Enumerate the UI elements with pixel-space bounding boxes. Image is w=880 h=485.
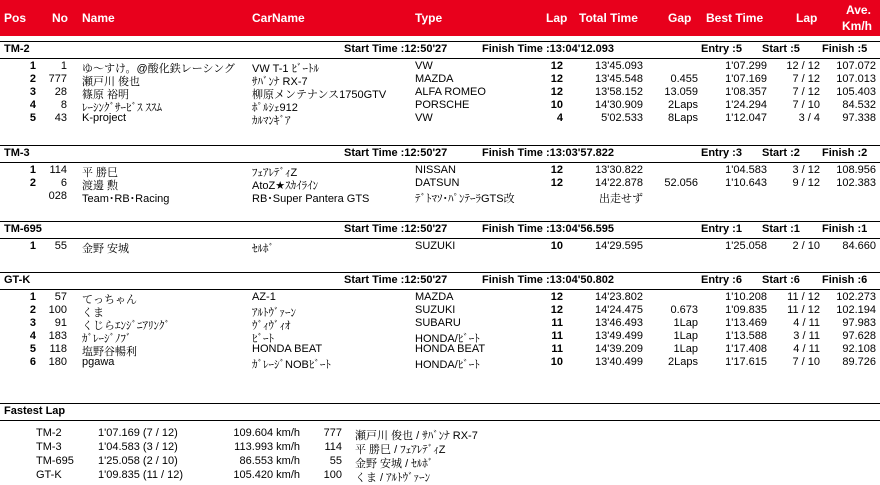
cell-pos: 6 bbox=[29, 356, 36, 368]
table-row bbox=[0, 330, 880, 343]
cell-pos: 5 bbox=[29, 112, 36, 124]
cell-car: AtoZ★ｽｶｲﾗｲﾝ bbox=[252, 180, 319, 192]
cell-lap: 12 bbox=[550, 291, 563, 303]
cell-type: VW bbox=[415, 60, 433, 72]
cell-best: 1'13.588 bbox=[725, 330, 767, 342]
cell-pos: 3 bbox=[29, 86, 36, 98]
fastest-no: 55 bbox=[329, 455, 342, 467]
cell-name: pgawa bbox=[82, 356, 115, 368]
cell-car: ｱﾙﾄｳﾞｧｰﾝ bbox=[252, 307, 296, 319]
cell-best: 1'09.835 bbox=[725, 304, 767, 316]
start-count: Start :5 bbox=[762, 43, 800, 55]
cell-no: 183 bbox=[48, 330, 67, 342]
class-name: TM-3 bbox=[4, 147, 30, 159]
cell-pos: 1 bbox=[29, 240, 36, 252]
section-top-rule bbox=[0, 41, 880, 42]
cell-best: 1'17.408 bbox=[725, 343, 767, 355]
cell-ave: 84.660 bbox=[842, 240, 876, 252]
cell-total: 14'30.909 bbox=[595, 99, 643, 111]
cell-pos: 1 bbox=[29, 164, 36, 176]
cell-total: 14'22.878 bbox=[595, 177, 643, 189]
section-bottom-rule bbox=[0, 162, 880, 163]
entry-count: Entry :6 bbox=[701, 274, 742, 286]
cell-blap: 2 / 10 bbox=[792, 240, 820, 252]
cell-no: 8 bbox=[60, 99, 67, 111]
cell-gap: 1Lap bbox=[673, 317, 698, 329]
cell-name: ﾚｰｼﾝｸﾞｻｰﾋﾞｽ ｽｽﾑ bbox=[82, 102, 163, 114]
class-section-gt-k bbox=[0, 272, 880, 290]
cell-gap: 0.673 bbox=[670, 304, 698, 316]
col-type: Type bbox=[415, 11, 443, 25]
fastest-lap-row bbox=[0, 469, 880, 483]
col-pos: Pos bbox=[4, 11, 27, 25]
section-bottom-rule bbox=[0, 420, 880, 421]
fastest-time: 1'04.583 (3 / 12) bbox=[98, 441, 178, 453]
table-row bbox=[0, 86, 880, 99]
cell-car: ｾﾙﾎﾞ bbox=[252, 243, 274, 255]
table-row bbox=[0, 291, 880, 304]
fastest-lap-row bbox=[0, 441, 880, 455]
fastest-who: くま / ｱﾙﾄｳﾞｧｰﾝ bbox=[355, 472, 431, 484]
start-time: Start Time :12:50'27 bbox=[344, 147, 448, 159]
cell-car: 柳原メンテナンス1750GTV bbox=[252, 89, 387, 101]
fastest-no: 114 bbox=[324, 441, 342, 453]
cell-ave: 102.383 bbox=[836, 177, 876, 189]
cell-lap: 11 bbox=[551, 330, 563, 342]
cell-ave: 97.628 bbox=[842, 330, 876, 342]
cell-gap: 1Lap bbox=[673, 343, 698, 355]
cell-blap: 3 / 12 bbox=[792, 164, 820, 176]
class-name: TM-2 bbox=[4, 43, 30, 55]
cell-lap: 12 bbox=[550, 304, 563, 316]
cell-blap: 9 / 12 bbox=[792, 177, 820, 189]
col-no: No bbox=[52, 11, 68, 25]
cell-ave: 105.403 bbox=[836, 86, 876, 98]
table-row bbox=[0, 164, 880, 177]
finish-count: Finish :2 bbox=[822, 147, 868, 159]
cell-name: くま bbox=[82, 307, 104, 319]
cell-name: 金野 安城 bbox=[82, 243, 130, 255]
table-row bbox=[0, 73, 880, 86]
fastest-speed: 113.993 km/h bbox=[234, 441, 300, 453]
table-row bbox=[0, 99, 880, 112]
section-bottom-rule bbox=[0, 289, 880, 290]
cell-car: ﾌｪｱﾚﾃﾞｨZ bbox=[252, 167, 298, 179]
cell-lap: 11 bbox=[551, 343, 563, 355]
col-lap: Lap bbox=[546, 11, 568, 25]
cell-lap: 12 bbox=[550, 164, 563, 176]
entry-count: Entry :1 bbox=[701, 223, 742, 235]
cell-name: 平 勝巳 bbox=[82, 167, 119, 179]
cell-best: 1'17.615 bbox=[725, 356, 767, 368]
class-section-tm-3 bbox=[0, 145, 880, 163]
cell-no: 1 bbox=[60, 60, 67, 72]
cell-type: HONDA/ﾋﾞｰﾄ bbox=[415, 333, 480, 345]
start-count: Start :6 bbox=[762, 274, 800, 286]
fastest-time: 1'07.169 (7 / 12) bbox=[98, 427, 178, 439]
cell-blap: 4 / 11 bbox=[793, 343, 820, 355]
cell-blap: 7 / 12 bbox=[792, 86, 820, 98]
fastest-lap-row bbox=[0, 427, 880, 441]
cell-pos: 4 bbox=[29, 99, 36, 111]
cell-best: 1'13.469 bbox=[725, 317, 767, 329]
cell-total: 14'24.475 bbox=[595, 304, 643, 316]
cell-total: 13'30.822 bbox=[595, 164, 643, 176]
fastest-class: TM-2 bbox=[36, 427, 62, 439]
cell-no: 91 bbox=[54, 317, 67, 329]
cell-type: ALFA ROMEO bbox=[415, 86, 486, 98]
col-ave: Ave. bbox=[846, 3, 871, 17]
cell-blap: 3 / 4 bbox=[798, 112, 820, 124]
cell-best: 1'10.643 bbox=[725, 177, 767, 189]
cell-type: PORSCHE bbox=[415, 99, 470, 111]
results-header bbox=[0, 0, 880, 36]
cell-best: 1'10.208 bbox=[725, 291, 767, 303]
fastest-lap-title: Fastest Lap bbox=[4, 405, 66, 417]
col-name: Name bbox=[82, 11, 115, 25]
cell-blap: 12 / 12 bbox=[786, 60, 820, 72]
fastest-class: GT-K bbox=[36, 469, 62, 481]
cell-gap: 1Lap bbox=[673, 330, 698, 342]
cell-type: SUZUKI bbox=[415, 240, 456, 252]
finish-time: Finish Time :13:04'50.802 bbox=[482, 274, 615, 286]
cell-name: てっちゃん bbox=[82, 294, 137, 306]
section-top-rule bbox=[0, 403, 880, 404]
cell-no: 100 bbox=[48, 304, 67, 316]
cell-car: HONDA BEAT bbox=[252, 343, 323, 355]
cell-pos: 1 bbox=[29, 291, 36, 303]
cell-lap: 12 bbox=[550, 73, 563, 85]
table-row bbox=[0, 112, 880, 125]
finish-time: Finish Time :13:03'57.822 bbox=[482, 147, 615, 159]
cell-car: ｶﾞﾚｰｼﾞNOBﾋﾞｰﾄ bbox=[252, 359, 331, 371]
cell-gap: 52.056 bbox=[664, 177, 698, 189]
finish-count: Finish :6 bbox=[822, 274, 868, 286]
cell-ave: 108.956 bbox=[836, 164, 876, 176]
cell-lap: 12 bbox=[550, 60, 563, 72]
start-time: Start Time :12:50'27 bbox=[344, 223, 448, 235]
cell-type: NISSAN bbox=[415, 164, 456, 176]
finish-time: Finish Time :13:04'12.093 bbox=[482, 43, 615, 55]
cell-no: 114 bbox=[49, 164, 67, 176]
cell-name: 渡邊 勲 bbox=[82, 180, 119, 192]
cell-no: 57 bbox=[54, 291, 67, 303]
cell-blap: 7 / 12 bbox=[792, 73, 820, 85]
section-top-rule bbox=[0, 221, 880, 222]
col-ave-unit: Km/h bbox=[842, 19, 872, 33]
cell-car: ｶﾙﾏﾝｷﾞｱ bbox=[252, 115, 291, 127]
cell-name: ｶﾞﾚｰｼﾞﾉﾌﾞ bbox=[82, 333, 132, 345]
class-name: TM-695 bbox=[4, 223, 42, 235]
cell-ave: 84.532 bbox=[842, 99, 876, 111]
cell-type: VW bbox=[415, 112, 433, 124]
cell-name: くじらｴﾝｼﾞﾆｱﾘﾝｸﾞ bbox=[82, 320, 170, 332]
cell-car: RB･Super Pantera GTS bbox=[252, 193, 370, 205]
entry-count: Entry :3 bbox=[701, 147, 742, 159]
table-row bbox=[0, 240, 880, 253]
cell-no: 118 bbox=[49, 343, 67, 355]
cell-total: 13'40.499 bbox=[595, 356, 643, 368]
cell-best: 1'08.357 bbox=[725, 86, 767, 98]
fastest-class: TM-3 bbox=[36, 441, 62, 453]
cell-name: Team･RB･Racing bbox=[82, 193, 170, 205]
cell-ave: 102.194 bbox=[836, 304, 876, 316]
cell-ave: 92.108 bbox=[842, 343, 876, 355]
start-time: Start Time :12:50'27 bbox=[344, 274, 448, 286]
cell-pos: 1 bbox=[29, 60, 36, 72]
fastest-lap-section bbox=[0, 403, 880, 421]
fastest-lap-row bbox=[0, 455, 880, 469]
fastest-speed: 105.420 km/h bbox=[233, 469, 300, 481]
cell-no: 777 bbox=[48, 73, 67, 85]
cell-car: VW T-1 ﾋﾞｰﾄﾙ bbox=[252, 63, 320, 75]
fastest-no: 100 bbox=[323, 469, 342, 481]
cell-total: 13'46.493 bbox=[595, 317, 643, 329]
finish-count: Finish :5 bbox=[822, 43, 868, 55]
cell-name: K-project bbox=[82, 112, 127, 124]
cell-total: 出走せず bbox=[599, 193, 643, 205]
section-bottom-rule bbox=[0, 238, 880, 239]
cell-car: ｻﾊﾞﾝﾅ RX-7 bbox=[252, 76, 308, 88]
cell-lap: 10 bbox=[550, 356, 563, 368]
cell-best: 1'12.047 bbox=[725, 112, 767, 124]
cell-no: 028 bbox=[48, 190, 67, 202]
cell-total: 14'29.595 bbox=[595, 240, 643, 252]
cell-best: 1'25.058 bbox=[725, 240, 767, 252]
cell-name: ゆ～すけ。@酸化鉄レーシング bbox=[82, 63, 236, 75]
class-section-tm-695 bbox=[0, 221, 880, 239]
finish-count: Finish :1 bbox=[822, 223, 868, 235]
fastest-speed: 86.553 km/h bbox=[239, 455, 300, 467]
cell-type: HONDA BEAT bbox=[415, 343, 486, 355]
cell-total: 13'49.499 bbox=[595, 330, 643, 342]
start-time: Start Time :12:50'27 bbox=[344, 43, 448, 55]
cell-lap: 10 bbox=[550, 240, 563, 252]
cell-gap: 2Laps bbox=[668, 356, 698, 368]
cell-blap: 11 / 12 bbox=[787, 304, 820, 316]
cell-ave: 107.072 bbox=[836, 60, 876, 72]
cell-best: 1'07.299 bbox=[725, 60, 767, 72]
cell-ave: 97.338 bbox=[842, 112, 876, 124]
cell-lap: 4 bbox=[556, 112, 563, 124]
section-top-rule bbox=[0, 145, 880, 146]
finish-time: Finish Time :13:04'56.595 bbox=[482, 223, 615, 235]
start-count: Start :1 bbox=[762, 223, 800, 235]
fastest-no: 777 bbox=[323, 427, 342, 439]
cell-total: 14'39.209 bbox=[595, 343, 643, 355]
col-bestlap: Lap bbox=[796, 11, 818, 25]
cell-car: ﾎﾟﾙｼｪ912 bbox=[252, 102, 298, 114]
cell-no: 6 bbox=[60, 177, 67, 189]
fastest-class: TM-695 bbox=[36, 455, 74, 467]
cell-gap: 8Laps bbox=[668, 112, 698, 124]
cell-blap: 11 / 12 bbox=[787, 291, 820, 303]
cell-ave: 102.273 bbox=[836, 291, 876, 303]
cell-name: 瀬戸川 俊也 bbox=[82, 76, 141, 88]
cell-total: 14'23.802 bbox=[595, 291, 643, 303]
table-row bbox=[0, 343, 880, 356]
cell-lap: 12 bbox=[550, 86, 563, 98]
fastest-who: 金野 安城 / ｾﾙﾎﾞ bbox=[355, 458, 434, 470]
fastest-who: 瀬戸川 俊也 / ｻﾊﾞﾝﾅ RX-7 bbox=[355, 430, 478, 442]
cell-blap: 7 / 10 bbox=[792, 356, 820, 368]
cell-lap: 11 bbox=[551, 317, 563, 329]
cell-total: 13'45.548 bbox=[595, 73, 643, 85]
fastest-time: 1'25.058 (2 / 10) bbox=[98, 455, 178, 467]
cell-best: 1'24.294 bbox=[725, 99, 767, 111]
cell-gap: 0.455 bbox=[670, 73, 698, 85]
cell-car: ｳﾞｨｳﾞｨｵ bbox=[252, 320, 291, 332]
cell-pos: 4 bbox=[29, 330, 36, 342]
col-total: Total Time bbox=[579, 11, 638, 25]
cell-type: DATSUN bbox=[415, 177, 460, 189]
cell-name: 篠原 裕明 bbox=[82, 89, 130, 101]
cell-car: ﾋﾞｰﾄ bbox=[252, 333, 274, 345]
table-row bbox=[0, 177, 880, 190]
cell-no: 55 bbox=[54, 240, 67, 252]
cell-no: 180 bbox=[48, 356, 67, 368]
class-section-tm-2 bbox=[0, 41, 880, 59]
cell-ave: 107.013 bbox=[836, 73, 876, 85]
table-row bbox=[0, 317, 880, 330]
cell-blap: 4 / 11 bbox=[793, 317, 820, 329]
cell-lap: 10 bbox=[550, 99, 563, 111]
col-best: Best Time bbox=[706, 11, 764, 25]
cell-blap: 7 / 10 bbox=[792, 99, 820, 111]
fastest-who: 平 勝巳 / ﾌｪｱﾚﾃﾞｨZ bbox=[355, 444, 446, 456]
section-bottom-rule bbox=[0, 58, 880, 59]
cell-blap: 3 / 11 bbox=[793, 330, 820, 342]
start-count: Start :2 bbox=[762, 147, 800, 159]
cell-pos: 3 bbox=[29, 317, 36, 329]
fastest-speed: 109.604 km/h bbox=[233, 427, 300, 439]
cell-type: HONDA/ﾋﾞｰﾄ bbox=[415, 359, 480, 371]
table-row bbox=[0, 304, 880, 317]
cell-ave: 89.726 bbox=[842, 356, 876, 368]
table-row bbox=[0, 356, 880, 369]
cell-name: 塩野谷暢利 bbox=[82, 346, 137, 358]
cell-no: 28 bbox=[54, 86, 67, 98]
cell-lap: 12 bbox=[550, 177, 563, 189]
table-row bbox=[0, 190, 880, 203]
cell-car: AZ-1 bbox=[252, 291, 276, 303]
fastest-time: 1'09.835 (11 / 12) bbox=[98, 469, 184, 481]
cell-gap: 2Laps bbox=[668, 99, 698, 111]
cell-pos: 5 bbox=[29, 343, 36, 355]
cell-total: 13'58.152 bbox=[595, 86, 643, 98]
cell-best: 1'04.583 bbox=[725, 164, 767, 176]
cell-ave: 97.983 bbox=[842, 317, 876, 329]
cell-no: 43 bbox=[54, 112, 67, 124]
table-row bbox=[0, 60, 880, 73]
cell-pos: 2 bbox=[29, 177, 36, 189]
cell-type: SUBARU bbox=[415, 317, 461, 329]
cell-type: MAZDA bbox=[415, 291, 454, 303]
cell-type: MAZDA bbox=[415, 73, 454, 85]
col-carname: CarName bbox=[252, 11, 305, 25]
col-gap: Gap bbox=[668, 11, 692, 25]
cell-pos: 2 bbox=[29, 304, 36, 316]
cell-type: ﾃﾞﾄﾏｿ･ﾊﾟﾝﾃｰﾗGTS改 bbox=[415, 193, 515, 205]
cell-gap: 13.059 bbox=[664, 86, 698, 98]
entry-count: Entry :5 bbox=[701, 43, 742, 55]
section-top-rule bbox=[0, 272, 880, 273]
cell-type: SUZUKI bbox=[415, 304, 456, 316]
cell-total: 5'02.533 bbox=[601, 112, 643, 124]
cell-best: 1'07.169 bbox=[725, 73, 767, 85]
class-name: GT-K bbox=[4, 274, 31, 286]
cell-pos: 2 bbox=[29, 73, 36, 85]
cell-total: 13'45.093 bbox=[595, 60, 643, 72]
